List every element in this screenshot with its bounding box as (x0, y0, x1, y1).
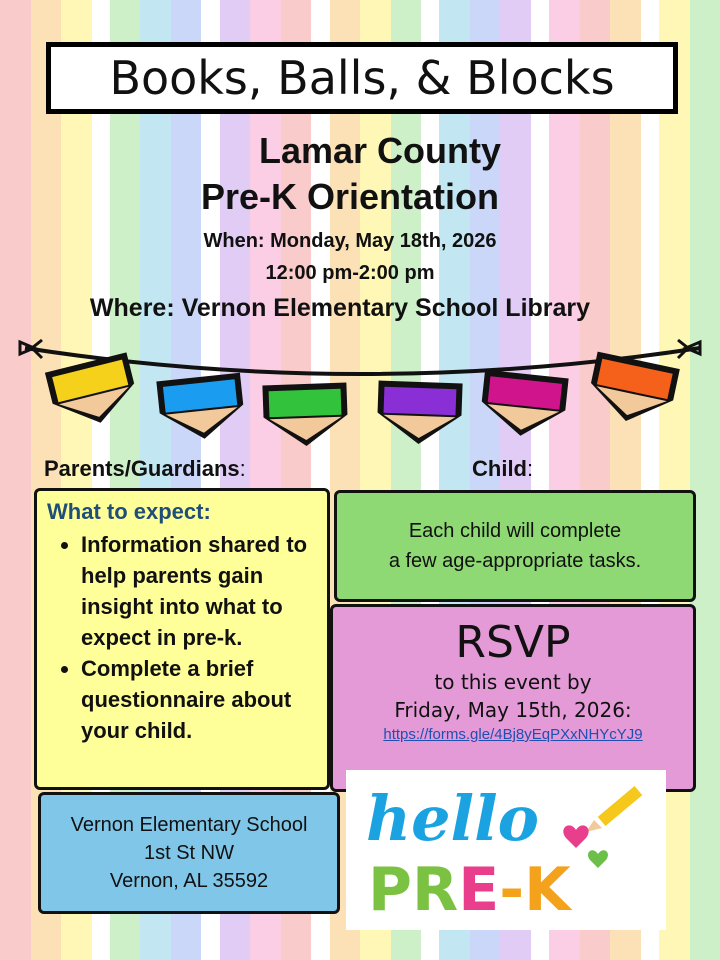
pencil-pennant-icon (45, 352, 142, 432)
page-title: Books, Balls, & Blocks (109, 51, 615, 105)
pencil-pennant-icon (262, 383, 348, 448)
address-line: Vernon, AL 35592 (109, 870, 269, 892)
event-time: 12:00 pm-2:00 pm (265, 262, 435, 284)
address-line: Vernon Elementary School (70, 814, 308, 836)
child-info-line: Each child will complete (408, 520, 622, 542)
child-info-line: a few age-appropriate tasks. (388, 550, 642, 572)
parents-info-box (34, 488, 330, 790)
list-item: • Information shared to help parents gain insight into what to expect in pre-k. (81, 529, 317, 653)
parents-label-text: Parents/Guardians (44, 456, 240, 481)
event-name-heading: Pre-K Orientation (200, 176, 500, 217)
rsvp-link[interactable]: https://forms.gle/4Bj8yEqPXxNHYcYJ9 (383, 726, 643, 743)
rsvp-title: RSVP (455, 617, 571, 668)
title-box (46, 42, 678, 114)
pencil-pennant-icon (585, 352, 680, 430)
rsvp-box (330, 604, 696, 792)
address-line: 1st St NW (143, 842, 234, 864)
expectations-list (47, 529, 317, 746)
logo-prek-letters: PR (368, 855, 459, 925)
what-to-expect-heading: What to expect: (47, 499, 211, 524)
rsvp-line: to this event by (434, 670, 592, 694)
child-info-box (334, 490, 696, 602)
logo-hello-text: hello (366, 782, 539, 855)
event-location: Where: Vernon Elementary School Library (89, 294, 591, 322)
child-label-text: Child (472, 456, 527, 481)
pencil-pennant-icon (376, 381, 462, 446)
hello-pre-k-logo-icon (346, 770, 666, 930)
event-date: When: Monday, May 18th, 2026 (203, 230, 497, 252)
list-item: • Complete a brief questionnaire about your child. (81, 653, 317, 746)
logo-prek-text: PRE-K (368, 855, 571, 925)
pencil-pennant-icon (156, 373, 246, 443)
parents-section-label: Parents/Guardians: (44, 456, 246, 481)
pencil-icon (586, 786, 642, 832)
rsvp-deadline: Friday, May 15th, 2026: (394, 698, 632, 722)
pencil-pennant-icon (479, 370, 569, 440)
hello-pre-k-logo (346, 770, 666, 930)
child-section-label: Child: (472, 456, 534, 481)
organizer-heading: Lamar County (258, 130, 502, 171)
pencil-pennant-banner-icon (10, 320, 710, 450)
address-box (38, 792, 340, 914)
